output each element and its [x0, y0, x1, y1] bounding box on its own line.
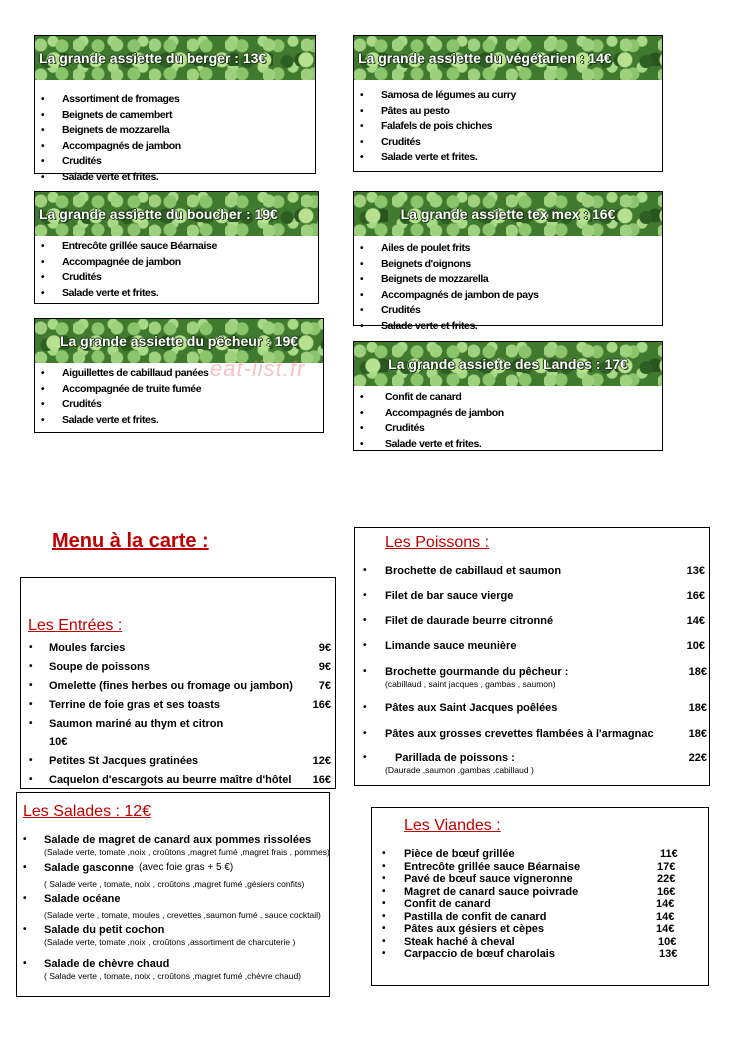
list-item: • Accompagnés de jambon — [35, 139, 315, 155]
assiette-texmex-title: La grande assiette tex mex : 16€ — [400, 206, 616, 222]
list-item: • Crudités — [35, 270, 318, 286]
list-item: • Crudités — [35, 154, 315, 170]
list-item: • Samosa de légumes au curry — [354, 88, 662, 104]
list-item: • Salade verte et frites. — [354, 437, 662, 453]
ivy-header — [354, 192, 662, 236]
list-item: • Salade verte et frites. — [35, 286, 318, 302]
list-item: • Beignets d'oignons — [354, 257, 662, 273]
viandes-box: Les Viandes : • Pièce de bœuf grillée 11€ • Entrecôte grillée sauce Béarnaise 17€ • Pavé de bœuf sauce vigneronne 22€ • Magret de canard sauce poivrade 16€ • Confit de canard 14€ • Pastilla de confit de canard 14€ • Pâtes aux gésiers et cèpes 14€ • Steak haché à cheval 10€ • Carpaccio de bœuf charolais 13€ — [371, 807, 709, 986]
list-item: • Pâtes au pesto — [354, 104, 662, 120]
assiette-boucher-title: La grande assiette du boucher : 19€ — [39, 206, 278, 222]
list-item: • Crudités — [354, 303, 662, 319]
list-item: • Accompagnée de jambon — [35, 255, 318, 271]
entrees-title: Les Entrées : — [28, 617, 123, 634]
list-item: • Entrecôte grillée sauce Béarnaise — [35, 239, 318, 255]
list-item: • Assortiment de fromages — [35, 92, 315, 108]
assiette-berger-box — [34, 35, 316, 183]
assiette-vegetarien-box — [353, 35, 663, 172]
assiette-boucher-list — [35, 239, 318, 301]
list-item: • Salade verte et frites. — [35, 170, 315, 186]
poissons-box: Les Poissons : • Brochette de cabillaud et saumon 13€ • Filet de bar sauce vierge 16€ • Filet de daurade beurre citronné 14€ • Limande sauce meunière 10€ • Brochette gourmande du pêcheur : 18€ (cabillaud , saint jacques , gambas , saumon) • Pâtes aux Saint Jacques poêlées 18€ • Pâtes aux grosses crevettes flambées à l'armagnac 18€ • Parillada de poissons : 22€ (Daurade ,saumon ,gambas ,cabillaud ) — [354, 527, 710, 786]
assiette-berger-list — [35, 92, 315, 185]
list-item: • Accompagnés de jambon de pays — [354, 288, 662, 304]
poissons-title: Les Poissons : — [385, 534, 490, 551]
list-item: • Salade verte et frites. — [354, 319, 662, 335]
ivy-header — [354, 36, 662, 80]
ivy-header — [35, 36, 315, 80]
assiette-vegetarien-list — [354, 88, 662, 166]
assiette-texmex-list — [354, 241, 662, 334]
assiette-boucher-box — [34, 191, 319, 304]
salades-box: Les Salades : 12€ • Salade de magret de canard aux pommes rissolées (Salade verte, tomate ,noix , croûtons ,magret fumé ,magret frais , pommes) • Salade gasconne (avec foie gras + 5 €) ( Salade verte , tomate, noix , croûtons ,magret fumé ,gésiers confits) • Salade océane (Salade verte , tomate, moules , crevettes ,saumon fumé , sauce cocktail) • Salade du petit cochon (Salade verte, tomate ,noix , croûtons ,assortiment de charcuterie ) • Salade de chèvre chaud ( Salade verte , tomate, noix , croûtons ,magret fumé ,chèvre chaud) — [16, 792, 330, 997]
list-item: • Crudités — [35, 397, 323, 413]
list-item: • Beignets de mozzarella — [35, 123, 315, 139]
assiette-landes-box — [353, 341, 663, 451]
list-item: • Beignets de camembert — [35, 108, 315, 124]
ivy-header — [35, 192, 318, 236]
ivy-header — [354, 342, 662, 386]
list-item: • Ailes de poulet frits — [354, 241, 662, 257]
assiette-vegetarien-title: La grande assiette du végétarien : 14€ — [358, 50, 612, 66]
list-item: • Accompagnée de truite fumée — [35, 382, 323, 398]
assiette-landes-title: La grande assiette des Landes : 17€ — [388, 356, 628, 372]
list-item: • Crudités — [354, 135, 662, 151]
assiette-texmex-box — [353, 191, 663, 332]
salades-title: Les Salades : 12€ — [23, 803, 152, 820]
list-item: • Confit de canard — [354, 390, 662, 406]
list-item: • Aiguillettes de cabillaud panées — [35, 366, 323, 382]
list-item: • Accompagnés de jambon — [354, 406, 662, 422]
list-item: • Beignets de mozzarella — [354, 272, 662, 288]
list-item: • Salade verte et frites. — [35, 413, 323, 429]
assiette-pecheur-title: La grande assiette du pêcheur : 19€ — [59, 333, 299, 349]
watermark: eat-list.fr — [210, 356, 306, 381]
assiette-landes-list — [354, 390, 662, 452]
list-item: • Falafels de pois chiches — [354, 119, 662, 135]
viandes-title: Les Viandes : — [404, 817, 501, 834]
list-item: • Salade verte et frites. — [354, 150, 662, 166]
assiette-berger-title: La grande assiette du berger : 13€ — [39, 50, 267, 66]
menu-title: Menu à la carte : — [52, 530, 209, 552]
entrees-box: Les Entrées : • Moules farcies 9€ • Soupe de poissons 9€ • Omelette (fines herbes ou fromage ou jambon) 7€ • Terrine de foie gras et ses toasts 16€ • Saumon mariné au thym et citron 10€ • Petites St Jacques gratinées 12€ • Caquelon d'escargots au beurre maître d'hôtel 16€ — [20, 577, 336, 789]
list-item: • Crudités — [354, 421, 662, 437]
